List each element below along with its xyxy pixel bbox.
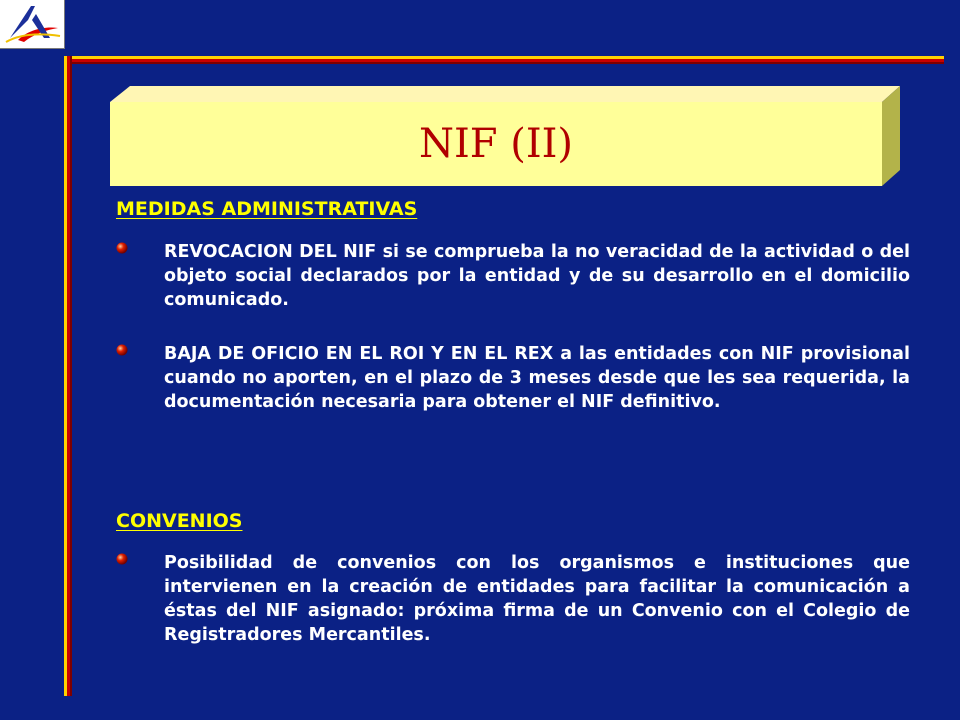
section-heading-convenios: CONVENIOS xyxy=(116,510,243,532)
agencia-tributaria-logo xyxy=(0,0,65,49)
frame-top-border xyxy=(64,56,944,64)
item-text: REVOCACION DEL NIF si se comprueba la no veracidad de la actividad o del objeto social declarados por la entidad y de su desarrollo en el domicilio comunicado. xyxy=(164,242,910,310)
list-item xyxy=(116,240,910,312)
page-title: NIF (II) xyxy=(418,121,574,167)
frame-left-border xyxy=(64,56,72,696)
red-sphere-bullet-icon xyxy=(116,242,128,254)
list-item xyxy=(116,342,910,414)
red-sphere-bullet-icon xyxy=(116,553,128,565)
title-box xyxy=(110,86,900,188)
item-text: Posibilidad de convenios con los organismos e instituciones que intervienen en la creación de entidades para facilitar la comunicación a éstas del NIF asignado: próxima firma de un Convenio con el Colegio de Registradores Mercantiles. xyxy=(164,553,910,645)
section-heading-medidas: MEDIDAS ADMINISTRATIVAS xyxy=(116,198,418,220)
list-item xyxy=(116,551,910,647)
red-sphere-bullet-icon xyxy=(116,344,128,356)
item-text: BAJA DE OFICIO EN EL ROI Y EN EL REX a las entidades con NIF provisional cuando no aporten, en el plazo de 3 meses desde que les sea requerida, la documentación necesaria para obtener el NIF definitivo. xyxy=(164,344,910,412)
